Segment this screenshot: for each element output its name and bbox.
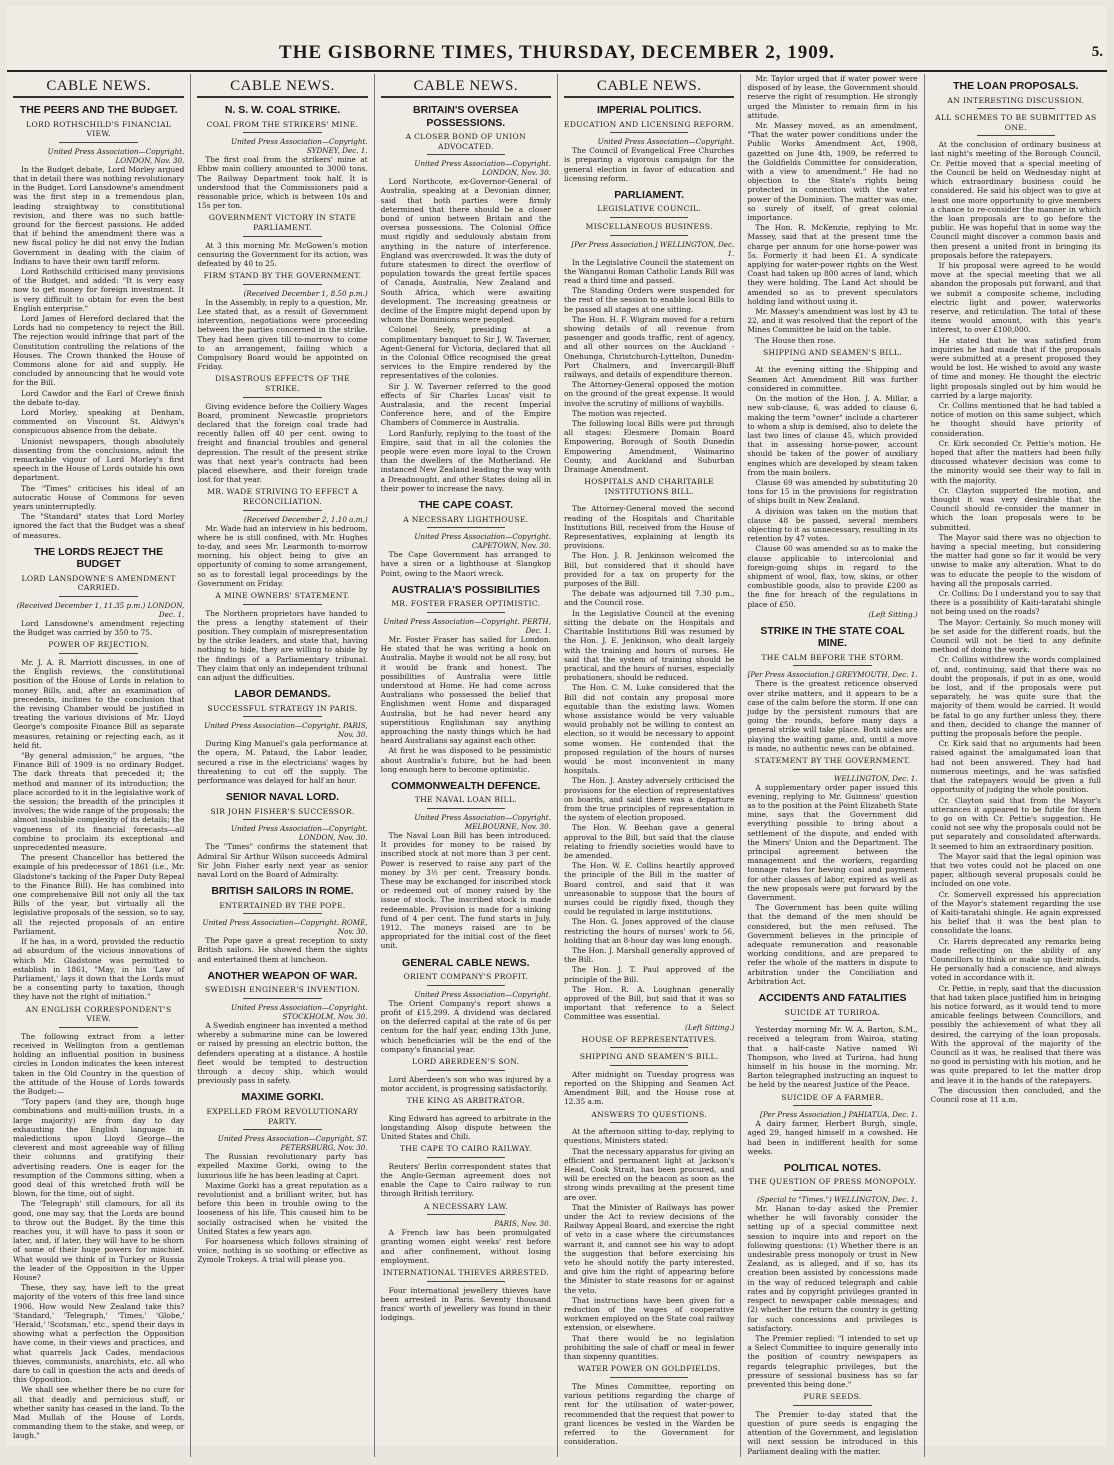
paragraph: Lord Cawdor and the Earl of Crewe finish the debate to-day. [13,388,185,407]
paragraph: Reuters' Berlin correspondent states that the Anglo-German agreement does not enable the Cape to Cairo railway to run through British territory. [380,1161,551,1199]
divider [243,284,321,285]
paragraph: We shall see whether there be no cure for all that deadly and pernicious stuff, or whether sanity has ceased in the land. To the Mad Mullah of the House of Lords, commanding them to the stake, and weep, or laugh." [13,1385,185,1441]
article-headline: STRIKE IN THE STATE COAL MINE. [760,624,905,650]
paragraph: Clause 60 was amended so as to make the clause applicable to intercolonial and foreign-going ships in regard to the shipment of wool, flax, tow, skins, or other combustible goods, also to provide £200 as the fine for breach of the regulations in place of £50. [747,544,918,609]
divider [427,1214,505,1215]
article-subheading: THE KING AS ARBITRATOR. [406,1095,526,1105]
article-headline: ANOTHER WEAPON OF WAR. [207,969,358,982]
paragraph: The Orient Company's report shows a profit of £15,299. A dividend was declared on the deferred capital at the rate of 6s per centum for the half year, ending 13th June, which beneficiaries will be the end of the company's financial year. [380,998,551,1054]
paragraph: The Standing Orders were suspended for the rest of the session to enable local Bills to be passed all stages at one sitting. [563,286,735,314]
article-headline: N. S. W. COAL STRIKE. [224,104,341,116]
dateline: [Per Press Association.] WELLINGTON, Dec. 1. [571,239,735,258]
paragraph: Cr. Kirk said that no arguments had been raised against the amalgamated loan that had not been answered. They had had numerous meetings, and he was satisfied that the ratepayers would be given a full opportunity of judging the whole position. [930,739,1101,795]
divider [59,653,138,654]
paragraph: Lord James of Hereford declared that the Lords had no competency to reject the Bill. The rejection would infringe that part of the Constitution controlling the relations of the Houses. The Crown thanked the House of Commons alone for aid and supply. He concluded by announcing that he would vote for the Bill. [13,313,185,388]
paragraph: The Mayor: Certainly. So much money will be set aside for the different roads, but the Council will not be tied to any definite method of doing the work. [930,617,1101,655]
paragraph: During King Manuel's gala performance at the opera, M. Pataud, the Labor leader, secured a rise in the electricians' wages by threatening to cut off the supply. The performance was delayed for half an hour. [197,739,368,786]
paragraph: The motion was rejected. [571,408,667,418]
paragraph: After midnight on Tuesday progress was reported on the Shipping and Seamen Act Amendment Bill, and the House rose at 12.35 a.m. [563,1069,735,1107]
divider [59,1027,138,1028]
paragraph: The Cape Government has arranged to have a siren or a lighthouse at Slangkop Point, owing to the Maori wreck. [380,550,551,578]
newspaper-page [7,6,1107,1456]
divider [59,596,138,597]
paragraph: Cr. Clayton supported the motion, and thought it was very desirable that the Council should re-consider the manner in which the loan proposals were to be submitted. [930,485,1101,532]
paragraph: Clause 69 was amended by substituting 20 tons for 15 in the provisions for registration of ships built in New Zealand. [747,477,918,506]
masthead-title: THE GISBORNE TIMES, THURSDAY, DECEMBER 2, 1909. [279,42,835,63]
paragraph: Cr. Somervell expressed his appreciation of the Mayor's statement regarding the use of Kaiti-taratahi shingle. He again expressed his belief that it was the best plan to consolidate the loans. [930,889,1101,936]
divider [977,108,1055,109]
article-headline: GENERAL CABLE NEWS. [402,956,530,969]
divider [610,1377,688,1378]
section-header: CABLE NEWS. [197,76,367,98]
paragraph: The "Times" criticises his ideal of an autocratic House of Commons for seven years uninterruptedly. [13,483,185,511]
paragraph: In the Assembly, in reply to a question, Mr. Lee stated that, as a result of Government intervention, negotiations were proceeding between the parties concerned in the strike. They had been given till to-morrow to come to an arrangement, failing which a Compulsory Board would be appointed on Friday. [197,297,368,372]
article-headline: BRITISH SAILORS IN ROME. [211,885,354,898]
dateline: United Press Association—Copyright. ST. PETERSBURG, Nov. 30. [217,1134,368,1153]
article-headline: THE CAPE COAST. [418,499,514,512]
paragraph: "Tory papers (and they are, though huge combinations and multi-million trusts, in a large majority) are from day to day exhausting the English language in maledictions upon Lloyd George—the cleverest and most agreeable way of filling their columns and gratifying their advertising readers. One is eager for the resumption of the Commons sitting, when a good deal of this wretched froth will be blown, for the time, out of sight. [13,1097,185,1199]
divider [243,236,321,237]
dateline: United Press Association—Copyright. LONDON, Nov. 30. [47,146,185,165]
dateline: United Press Association—Copyright. PERTH, Dec. 1. [383,616,551,635]
paragraph: At the afternoon sitting to-day, replying to questions, Ministers stated: [563,1127,735,1146]
article-subheading: STATEMENT BY THE GOVERNMENT. [754,755,911,765]
paragraph: Mr. Wade had an interview in his bedroom, where he is still confined, with Mr. Hughes to-day, and sees Mr. Learmonth to-morrow morning, his object being to give an opportunity of coming to some arrangement, so as to forestall legal proceedings by the Government on Friday. [197,523,368,588]
paragraph: At 3 this morning Mr. McGowen's motion censuring the Government for its action, was defeated by 40 to 25. [197,240,368,268]
article-subheading: A MINE OWNERS' STATEMENT. [215,590,350,600]
paragraph: The Mayor said there was no objection to having a special meeting, but considering the matter had gone so far it would be very unwise to make any alteration. What to do was to educate the people to the wisdom of having all the proposals carried. [930,532,1101,588]
article-subheading: EDUCATION AND LICENSING REFORM. [564,119,735,129]
divider [427,1157,505,1158]
article-headline: THE LORDS REJECT THE BUDGET [34,545,164,571]
paragraph: The Hon. J. Anstey adversely criticised the provisions for the election of representatives on boards, and said there was a departure from the true principles of representation in the system of election proposed. [563,776,735,823]
article-subheading: SUCCESSFUL STRATEGY IN PARIS. [207,703,358,713]
article-headline: LABOR DEMANDS. [234,688,331,701]
paragraph: At the conclusion of ordinary business at last night's meeting of the Borough Council, Cr. Pettie moved that a special meeting of the Council be held on Wednesday night at which extraordinary business could be considered. He said his object was to give at least one more opportunity to give members a chance to re-consider the manner in which the loan proposals are to go before the public. He was hopeful that in some way the Council might discover a common basis and then present a united front in bringing its proposals before the ratepayers. [930,140,1101,260]
paragraph: In the Legislative Council the statement on the Wanganui Roman Catholic Lands Bill was read a third time and passed. [563,257,735,285]
paragraph: Lord Lansdowne's amendment rejecting the Budget was carried by 350 to 75. [13,619,185,638]
paragraph: The first coal from the strikers' mine at Ebbw main colliery amounted to 3000 tons. The Railway Department took half. It is understood that the Commissioners paid a reasonable price, which is between 10s and 15s per ton. [197,155,368,211]
dateline: (Special to "Times.") WELLINGTON, Dec. 1. [756,1195,918,1205]
paragraph: Cr. Pettie, in reply, said that the discussion that had taken place justified him in bringing his notice forward, as it would tend to more amicable feelings between Councillors, and possibly the achievement of what they all desired, the carrying of the loan proposals. With the approval of the majority of the Council as it was, he realised that there was no good in persisting with his motion, and he was quite prepared to let the matter drop and leave it in the hands of the ratepayers. [930,983,1101,1085]
paragraph: He stated that he was satisfied from inquiries he had made that if the proposals were submitted at a present proposed they would be lost. He wished to avoid any waste of time and money. He thought the electric light proposals singled out by him would be carried by a large majority. [930,335,1101,400]
article-subheading: INTERNATIONAL THIEVES ARRESTED. [382,1268,549,1277]
paragraph: Unionist newspapers, though absolutely dissenting from the conclusions, admit the remarkable vigour of Lord Morley's first speech in the House of Lords outside his own department. [13,436,185,483]
article-subheading: LORD ABERDEEN'S SON. [412,1056,520,1066]
paragraph: At the evening sitting the Shipping and Seamen Act Amendment Bill was further considered in committee. [747,365,918,393]
column-1 [7,74,190,1457]
article-subheading: AN ENGLISH CORRESPONDENT'S VIEW. [25,1004,172,1024]
divider [243,397,321,398]
article-headline: BRITAIN'S OVERSEA POSSESSIONS. [413,104,519,129]
paragraph: That there would be no legislation prohibiting the sale of chaff or meal in fewer than sixpenny quantities. [563,1333,735,1362]
paragraph: The Hon. R. A. Loughnan generally approved of the Bill, but said that it was so important that reference to a Select Committee was essential. [563,984,735,1022]
dateline: United Press Association—Copyright. [597,137,735,147]
paragraph: The Hon. J. R. Jenkinson welcomed the Bill, but considered that it should have provided for a tax on property for the purposes of the Bill. [563,551,735,589]
article-headline: MAXIME GORKI. [241,1091,324,1104]
article-subheading: ENTERTAINED BY THE POPE. [219,900,346,910]
article-headline: THE LOAN PROPOSALS. [953,80,1079,92]
divider [610,1122,688,1123]
paragraph: Cr. Harris deprecated any remarks being made reflecting on the ability of any Councillors to think or make up their minds. He personally had a conscience, and always voted in accordance with it. [930,936,1101,983]
article-subheading: THE CALM BEFORE THE STORM. [761,652,904,662]
dateline: WELLINGTON, Dec. 1. [834,773,918,783]
paragraph: King Edward has agreed to arbitrate in the longstanding Alsop dispute between the United States and Chili. [380,1113,551,1141]
article-subheading: ANSWERS TO QUESTIONS. [591,1109,707,1119]
dateline: PARIS, Nov. 30. [494,1219,551,1229]
column-6 [924,74,1107,1457]
divider [427,985,505,986]
article-subheading: EXPELLED FROM REVOLUTIONARY PARTY. [206,1106,359,1126]
article-headline: COMMONWEALTH DEFENCE. [391,779,541,792]
paragraph: Four international jewellery thieves have been arrested in Paris. Seventy thousand francs' worth of jewellery was found in their lodgings. [380,1285,551,1323]
divider [793,1105,871,1106]
divider [977,135,1055,136]
paragraph: The following extract from a letter received in Wellington from a gentleman holding an influential position in business circles in London indicates the keen interest taken in the Old Country in the question of the attitude of the House of Lords towards the Budget:— [13,1031,185,1096]
divider [610,499,688,500]
dateline: United Press Association—Copyright. PARIS, Nov. 30. [204,721,368,740]
paragraph: Mr. Hanan to-day asked the Premier whether he will favorably consider the setting up of a special committee next session to inquire into and report on the following questions: (1) Whether there is an undesirable press monopoly or trust in New Zealand, as is alleged, and if so, has its creation been assisted by concessions made in the way of reduced telegraph and cable rates and by copyright privileges granted in respect to newspaper cable messages; and (2) whether the return the country is getting for such concessions and privileges is satisfactory. [747,1204,918,1333]
article-subheading: SWEDISH ENGINEER'S INVENTION. [204,985,361,995]
paragraph: The Hon. G. Jones approved of the clause restricting the hours of nurses' work to 56, holding that an 8-hour day was long enough. [563,917,735,945]
dateline: United Press Association—Copyright. SYDNEY, Dec. 1. [230,137,368,156]
paragraph: In the Legislative Council at the evening sitting the debate on the Hospitals and Charitable Institutions Bill was resumed by the Hon. J. E. Jenkinson, who dealt largely with the training and hours of nurses. He said that the system of training should be practical, and the hours of nurses, especially probationers, should be reduced. [563,608,735,683]
paragraph: The Hon. W. Beehan gave a general approval to the Bill, but said that the clause relating to friendly societies would have to be amended. [563,823,735,860]
page-number: 5. [1091,44,1103,60]
divider [243,998,321,999]
dateline: (Left Sitting.) [685,1022,735,1032]
paragraph: Mr. Massey moved, as an amendment, "That the water power conditions under the Public Works Amendment Act, 1908, gazetted on June 4th, 1909, be referred to the Goldfields Committee for consideration, with a view to amendment." He had no objection to the State's rights being protected in connection with the water power of the Dominion. The matter was one, so surely of itself, of great colonial importance. [747,121,918,223]
paragraph: The discussion then concluded, and the Council rose at 11 a.m. [930,1085,1101,1104]
paragraph: The Attorney-General moved the second reading of the Hospitals and Charitable Institutions Bill, received from the House of Representatives, explaining at length its provisions. [563,504,735,551]
paragraph: Maxime Gorki has a great reputation as a revolutionist and a brilliant writer, but has before this been in trouble owing to the looseness of his life. This caused him to be socially ostracised when he visited the United States a few years ago. [197,1180,368,1236]
paragraph: The Premier replied: "I intended to set up a Select Committee to inquire generally into the position of country newspapers as regards telegraphic privileges, but the pressure of sessional business has so far prevented this being done." [747,1333,918,1389]
article-subheading: GOVERNMENT VICTORY IN STATE PARLIAMENT. [208,213,357,232]
article-subheading: MISCELLANEOUS BUSINESS. [585,222,713,231]
paragraph: For hoarseness which follows straining of voice, nothing is so soothing or effective as Zymole Trokeys. A trial will please you. [197,1236,368,1265]
paragraph: The Mines Committee, reporting on various petitions regarding the charge of rent for the utilisation of water-power, recommended that the request that power to grant licences be vested in the Warden be referred to the Government for consideration. [563,1381,735,1447]
paragraph: There is the greatest reticence observed over strike matters, and it appears to be a case of the calm before the storm. If one can judge by the persistent rumours that are going the rounds, before many days a general strike will take place. Both sides are playing the waiting game, and, until a move is made, no authentic news can be obtained. [747,679,918,753]
paragraph: The Northern proprietors have handed to the press a lengthy statement of their position. They complain of misrepresentation by the strike leaders, and state that, having nothing to hide, they are willing to abide by the findings of a Parliamentary tribunal. They claim that only an independent tribunal can adjust the difficulties. [197,608,368,682]
article-subheading: ALL SCHEMES TO BE SUBMITTED AS ONE. [935,113,1097,132]
article-subheading: SHIPPING AND SEAMEN'S BILL. [579,1052,719,1062]
article-subheading: FIRM STAND BY THE GOVERNMENT. [203,271,362,281]
article-subheading: LORD ROTHSCHILD'S FINANCIAL VIEW. [26,119,172,139]
paragraph: Sir J. W. Taverner referred to the good effects of Sir Charles Lucas' visit to Australasia, and the recent Imperial Conference here, and of the Empire Chambers of Commerce in Australia. [380,381,551,428]
paragraph: A French law has been promulgated granting women eight weeks' rest before and after confinement, without losing employment. [380,1228,551,1265]
paragraph: Lord Aberdeen's son who was injured by a motor accident, is progressing satisfactorily. [380,1074,551,1093]
article-subheading: WATER POWER ON GOLDFIELDS. [577,1364,721,1374]
divider [243,716,321,717]
divider [610,1065,688,1066]
paragraph: The Hon. C. M. Luke considered that the Bill did not contain any proposal more equitable than the existing laws. Women whose assistance would be very valuable would probably not be willing to contest an election, so it would be necessary to appoint some women. He contended that the proposed regulation of the hours of nurses would be most inconvenient in many hospitals. [563,683,735,776]
article-subheading: A NECESSARY LIGHTHOUSE. [403,514,529,524]
divider [610,235,688,236]
paragraph: Yesterday morning Mr. W. A. Barton, S.M., received a telegram from Wairoa, stating that a half-caste Native named Wi Thompson, who lived at Turiroa, had hung himself in his house in the morning. Mr. Barton telegraphed instructing an inquest to be held by the nearest Justice of the Peace. [747,1025,918,1090]
divider [243,1129,321,1130]
dateline: (Left Sitting.) [868,609,918,619]
paragraph: Lord Rothschild criticised many provisions of the Budget, and added: "It is very easy now to get money for foreign investment. It is very difficult to obtain for even the best English enterprise." [13,266,185,313]
paragraph: On the motion of the Hon. J. A. Millar, a new sub-clause, 6, was added to clause 6, making the term "owner" include a charterer to whom a ship is demised, also to delete the last two lines of clause 45, which provided that in assessing horse-power, account should be taken of the power of auxiliary engines which are developed by steam taken from the main boilers. [747,394,918,477]
article-headline: THE PEERS AND THE BUDGET. [19,104,178,116]
article-subheading: POWER OF REJECTION. [48,640,150,650]
dateline: United Press Association—Copyright. STOCKHOLM, Nov. 30. [230,1002,368,1021]
article-subheading: SUICIDE OF A FARMER. [781,1092,884,1102]
divider [243,913,321,914]
divider [243,510,321,511]
paragraph: The Hon. R. McKenzie, replying to Mr. Massey, said that at the present time the charge per annum for one horse-power was 5s. Formerly it had been £1. A syndicate applying for water-power rights on the West Coast had taken up 800 acres of land, which they were holding. The Land Act should be amended so as to prevent speculators holding land without using it. [747,223,918,306]
dateline: United Press Association—Copyright. MELBOURNE, Nov. 30. [414,813,551,832]
dateline: (Received December 1, 11.35 p.m.) LONDON, Dec. 1. [16,601,185,619]
paragraph: The Government has been quite willing that the demand of the men should be considered, but the men refused. The Government believes in the principle of adequate remuneration and reasonable working conditions, and are prepared to refer the whole of the matters in dispute to arbitration under the Conciliation and Arbitration Act. [747,903,918,986]
article-subheading: DISASTROUS EFFECTS OF THE STRIKE. [215,374,350,393]
divider [793,360,871,361]
paragraph: The 'Telegraph' still clamours, for all its good, one may say, that the Lords are bound to throw out the Budget. By the time this reaches you, it will have to pass it soon or later, and, if later, they will have to be shorn of some of their huge powers for mischief. What would we think of in Turkey or Russia the leader of the Opposition in the Upper House? [13,1199,185,1282]
column-4 [557,74,740,1457]
paragraph: These, they say, have left to the great majority of the voters of this free land since 1906. How would New Zealand take this? 'Standard,' 'Telegraph,' 'Times,' 'Globe,' 'Herald,' 'Scotsman,' etc., spend their days in showing what a perfection the Opposition have come, in their views and practices, and what quarrels Jack Cades, mendacious thieves, communists, anarchists, etc. all who dare to call in question the acts and deeds of this Opposition. [13,1283,185,1385]
article-subheading: PURE SEEDS. [803,1392,862,1402]
divider [610,132,688,133]
article-headline: AUSTRALIA'S POSSIBILITIES [391,583,540,596]
paragraph: If his proposal were agreed to he would move at the special meeting that we all abandon the proposals put forward, and that we submit a composite scheme, including electric light and power, waterworks reserve, and reticulation. The total of these items would amount, with this year's interest, to over £100,000. [930,260,1101,335]
article-subheading: THE QUESTION OF PRESS MONOPOLY. [748,1177,917,1187]
paragraph: Cr. Collins mentioned that he had tabled a notice of motion on this same subject, which he thought should have priority of consideration. [930,400,1101,438]
dateline: United Press Association—Copyright. [414,989,551,999]
article-headline: ACCIDENTS AND FATALITIES [758,992,907,1005]
paragraph: The Hon. J. T. Paul approved of the principle of the Bill. [563,965,735,984]
divider [793,1020,871,1021]
article-subheading: A NECESSARY LAW. [423,1201,508,1211]
paragraph: The Russian revolutionary party has expelled Maxime Gorki, owing to the luxurious life he has been leading at Capri. [197,1152,368,1180]
paragraph: Lord Ranfurly, replying to the toast of the Empire, said that in all the colonies the people were even more loyal to the Crown than the dwellers of the Motherland. He instanced New Zealand leading the way with a Dreadnought, and other States doing all in their power to increase the navy. [380,428,551,493]
paragraph: If he has, in a word, provided the reductio ad absurdum of the vicious innovations of which Mr. Gladstone was permitted to establish in 1861, "May, in his 'Law of Parliament,' lays it down that the Lords must be a consenting party to taxation, though they have not the right of initiation." [13,937,185,1002]
paragraph: The Naval Loan Bill has been introduced. It provides for money to be raised by inscribed stock at not more than 3 per cent. Power is reserved to raise any part of the money by 3½ per cent. Treasury bonds. These may be exchanged for inscribed stock or redeemed out of money raised by the issue of stock. The inscribed stock is made redeemable. Provision is made for a sinking fund of 4 per cent. The fund starts in July, 1912. The moneys raised are to be appropriated for the initial cost of the fleet unit. [380,831,551,951]
paragraph: Mr. Foster Fraser has sailed for London. He stated that he was writing a book on Australia. Maybe it would not be all rosy, but it would be frank and honest. The possibilities of Australia were little understood at Home. He had come across Australians who possessed the belief that Englishmen went Home and disparaged Australia, but he had never heard any superstitious Englishman say anything approaching the nasty things which he had heard Australians say against each other. [380,634,551,746]
divider [793,1190,871,1191]
article-subheading: MR. FOSTER FRASER OPTIMISTIC. [391,599,541,609]
article-subheading: HOUSE OF REPRESENTATIVES. [581,1034,717,1044]
article-subheading: LORD LANSDOWNE'S AMENDMENT CARRIED. [21,573,176,593]
paragraph: The Pope gave a great reception to sixty British sailors. He showed them the sights and entertained them at luncheon. [197,936,368,964]
dateline: (Received December 2, 1.10 a.m.) [243,514,368,524]
article-subheading: HOSPITALS AND CHARITABLE INSTITUTIONS BILL. [584,477,715,496]
paragraph: The Attorney-General opposed the motion on the ground of the great expense. It would involve the scrutiny of millions of waybills. [563,380,735,408]
paragraph: A Swedish engineer has invented a method whereby a submarine mine can be lowered or raised by pressing an electric button, the defenders operating at a distance. A hostile fleet would be tempted to destruction through a decoy ship, which would previously pass in safety. [197,1020,368,1086]
divider [243,132,321,133]
dateline: [Per Press Association.] GREYMOUTH, Dec. 1. [747,670,918,680]
paragraph: The debate was adjourned till 7.30 p.m., and the Council rose. [563,589,735,608]
article-subheading: AN INTERESTING DISCUSSION. [947,95,1085,105]
paragraph: Cr. Collins: Do I understand you to say that there is a possibility of Kaiti-taratahi shingle not being used on the roads? [930,589,1101,617]
paragraph: A dairy farmer, Herbert Burgh, single, aged 29, hanged himself in a cowshed. He had been in indifferent health for some weeks. [747,1119,918,1156]
column-2 [190,74,373,1457]
paragraph: Mr. J. A. R. Marriott discusses, in one of the English reviews, the constitutional position of the House of Lords in relation to money Bills, and, after an examination of precedents, inclines to the conclusion that the revising Chamber would be justified in treating the various divisions of Mr. Lloyd George's composite Finance Bill as separate measures, retaining or rejecting each, as it held fit. [13,658,185,750]
paragraph: Cr. Kirk seconded Cr. Pettie's motion. He hoped that after the matters had been fully discussed whatever decision was come to the minority would see their way to fall in with the majority. [930,438,1101,485]
article-subheading: MR. WADE STRIVING TO EFFECT A RECONCILIATION. [207,487,358,506]
divider [59,142,138,143]
divider [793,1405,871,1406]
divider [427,154,505,155]
dateline: United Press Association—Copyright. LONDON, Nov. 30. [230,824,368,843]
paragraph: Colonel Seely, presiding at a complimentary banquet to Sir J. W. Taverner, Agent-General for Victoria, declared that all in the Colonial Office recognised the great services to the Empire rendered by the representatives of the colonies. [380,325,551,381]
paragraph: That the Minister of Railways has power under the Act to review decisions of the Railway Appeal Board, and exercise the right of veto in a case where the circumstances warrant it, and cannot see his way to adopt the suggestion that before exercising his veto he should notify the party interested, and give him the right of appearing before the Minister to state reasons for or against the veto. [563,1202,735,1295]
column-3 [374,74,557,1457]
article-headline: PARLIAMENT. [614,188,685,201]
dateline: (Received December 1, 8.50 p.m.) [243,288,368,298]
paragraph: The Premier to-day stated that the question of pure seeds is engaging the attention of the Government, and legislation will next session be introduced in this Parliament dealing with the matter. [747,1409,918,1456]
paragraph: The Hon. W. E. Collins heartily approved the principle of the Bill in the matter of Board control, and said that it was unreasonable to suppose that the hours of nurses could be rigidly fixed, though they could be regulated in large institutions. [563,861,735,917]
divider [610,1047,688,1048]
paragraph: In the Budget debate, Lord Morley argued that in detail there was nothing revolutionary in the Budget. Lord Lansdowne's amendment was the first step in a tremendous plan, leading straightway to constitutional revision, and there was no such battle-ground for the fiercest passions. He added that if behind the amendment there was a new fiscal policy he did not envy the Indian Government in dealing with the claim of Indians to have their own tariff reform. [13,164,185,266]
divider [427,612,505,613]
dateline: [Per Press Association.] PAHIATUA, Dec. 1. [760,1110,918,1120]
paragraph: A division was taken on the motion that clause 48 be passed, several members objecting to it as unnecessary, resulting in its retention by 47 votes. [747,506,918,544]
divider [427,1070,505,1071]
divider [427,527,505,528]
paragraph: Giving evidence before the Colliery Wages Board, prominent Newcastle proprietors declared that the foreign coal trade had recently fallen off 40 per cent. owing to freight and financial troubles and general depression. The result of the present strike was that next year's contracts had been placed elsewhere, and their foreign trade lost for that year. [197,401,368,485]
section-header: CABLE NEWS. [381,76,551,98]
article-headline: SENIOR NAVAL LORD. [225,791,340,804]
paragraph: Cr. Collins withdrew the words complained of, and, continuing, said that there was no doubt the proposals, if put in as one, would be lost, and if the proposals were put separately, he was quite sure that the majority of them would be carried. It would be fatal to go any further unless they, there and then, decided to change the manner of putting the proposals before the people. [930,655,1101,739]
paragraph: Mr. Massey's amendment was lost by 43 to 22, and it was resolved that the report of the Mines Committee be laid on the table. [747,307,918,335]
columns [7,74,1107,1456]
dateline: United Press Association—Copyright. LONDON, Nov. 30. [414,159,551,178]
paragraph: The House then rose. [755,335,836,345]
paragraph: That instructions have been given for a reduction of the wages of cooperative workmen employed on the State coal railway extension, or elsewhere. [563,1295,735,1333]
column-5 [740,74,923,1457]
masthead [7,40,1107,72]
paragraph: Mr. Taylor urged that if water power were disposed of by lease, the Government should reserve the right of resumption. He strongly urged the Minister to remain firm in his attitude. [747,74,918,120]
paragraph: The Hon. J. Marshall generally approved of the Bill. [563,946,735,965]
article-subheading: ORIENT COMPANY'S PROFIT. [403,972,529,982]
paragraph: The Mayor said that the legal opinion was that two votes could not be placed on one paper, although several proposals could be included on one vote. [930,851,1101,889]
article-subheading: THE CAPE TO CAIRO RAILWAY. [399,1144,532,1154]
dateline: United Press Association—Copyright. CAPETOWN, Nov. 30. [414,532,551,551]
paragraph: At first he was disposed to be pessimistic about Australia's future, but he had been long enough here to become optimistic. [380,746,551,774]
article-subheading: THE NAVAL LOAN BILL. [414,795,517,805]
divider [610,217,688,218]
article-headline: POLITICAL NOTES. [783,1161,882,1174]
divider [427,808,505,809]
dateline: United Press Association—Copyright. ROME, Nov. 30. [202,918,368,937]
paragraph: Cr. Clayton said that from the Mayor's utterances it appeared to be futile for them to go on with Cr. Pettie's suggestion. He could not see why the proposals could not be put separately and consolidated afterwards. It seemed to him an extraordinary position. [930,795,1101,851]
paragraph: A supplementary order paper issued this evening, replying to Mr. Guinness' question as to the position at the Point Elizabeth State mine, says that the Government did everything possible to bring about a settlement of the dispute, and ended with the Miners' Union and the Department. The principal agreement between the management and the workers, regarding tonnage rates for hewing coal and payment for other classes of labor, expired as well as the new proposals were put forward by the Government. [747,782,918,903]
article-subheading: A CLOSER BOND OF UNION ADVOCATED. [405,132,526,151]
article-subheading: SHIPPING AND SEAMEN'S BILL. [763,347,902,357]
paragraph: The "Standard" states that Lord Morley ignored the fact that the Budget was a sheaf of measures. [13,512,185,540]
paragraph: That the necessary apparatus for giving an efficient and permanent light at Jackson's Head, Cook Strait, has been procured, and will be erected on the beacon as soon as the strong winds prevailing at the present time are over. [563,1146,735,1202]
paragraph: "By general admission," he argues, "the Finance Bill of 1909 is no ordinary Budget. The dark threats that preceded it; the method and manner of its introduction; the place accorded to it in the legislative work of the session; the breadth of the principles it involves; the wide range of the proposals; the almost insoluble complexity of its details; the vagueness of its financial forecasts—all combine to proclaim its exceptional and unprecedented measure. [13,751,185,853]
section-header: CABLE NEWS. [13,76,184,98]
divider [427,1281,505,1282]
divider [243,604,321,605]
paragraph: Lord Northcote, ex-Governor-General of Australia, speaking at a Devonian dinner, said that both parties were firmly determined that there should be a closer bond of union between Britain and the oversea possessions. The Colonial Office must rigidly and sedulously abstain from anything in the nature of interference. England was overcrowded. It was the duty of future statesmen to direct the overflow of population towards the great fertile spaces of Canada, Australia, New Zealand and South Africa, which were awaiting development. The increasing greatness or decline of the Empire might depend upon by whom the Dominions were peopled. [380,177,551,325]
article-subheading: SUICIDE AT TURIROA. [784,1007,881,1017]
article-subheading: SIR JOHN FISHER'S SUCCESSOR. [210,806,355,816]
divider [243,819,321,820]
divider [427,1109,505,1110]
article-subheading: COAL FROM THE STRIKERS' MINE. [206,119,359,129]
paragraph: The Council of Evangelical Free Churches is preparing a vigorous campaign for the general election in favor of education and licensing reform. [563,146,735,183]
paragraph: The Hon. H. F. Wigram moved for a return showing details of all revenue from passenger and goods traffic, rent of agency, and all other sources on the Auckland - Onehunga, Christchurch-Lyttelton, Dunedin-Port Chalmers, and Invercargill-Bluff railways, and details of expenditure thereon. [563,314,735,380]
section-header: CABLE NEWS. [564,76,734,98]
paragraph: Lord Morley, speaking at Denham, commented on Viscount St. Aldwyn's conspicuous absence from the debate. [13,407,185,436]
article-subheading: LEGISLATIVE COUNCIL. [597,204,702,214]
paragraph: The present Chancellor has bettered the example of his predecessor of 1861 (i.e., Mr. Gladstone's tacking of the Paper Duty Repeal to the Finance Bill). He has combined into one comprehensive Bill not only all the tax Bills of the year, but virtually all the legislative proposals of the session, so to say, all the rejected proposals of an entire Parliament. [13,853,185,936]
divider [793,769,871,770]
paragraph: The following local Bills were put through all stages: Elesmere Domain Board Empowering, Borough of South Dunedin Empowering Amendment, Waimarino County, and Auckland and Suburban Drainage Amendment. [563,419,735,475]
divider [793,665,871,666]
paragraph: The "Times" confirms the statement that Admiral Sir Arthur Wilson succeeds Admiral Sir John Fisher early next year as senior naval Lord on the Board of Admiralty. [197,842,368,879]
article-headline: IMPERIAL POLITICS. [597,104,702,116]
